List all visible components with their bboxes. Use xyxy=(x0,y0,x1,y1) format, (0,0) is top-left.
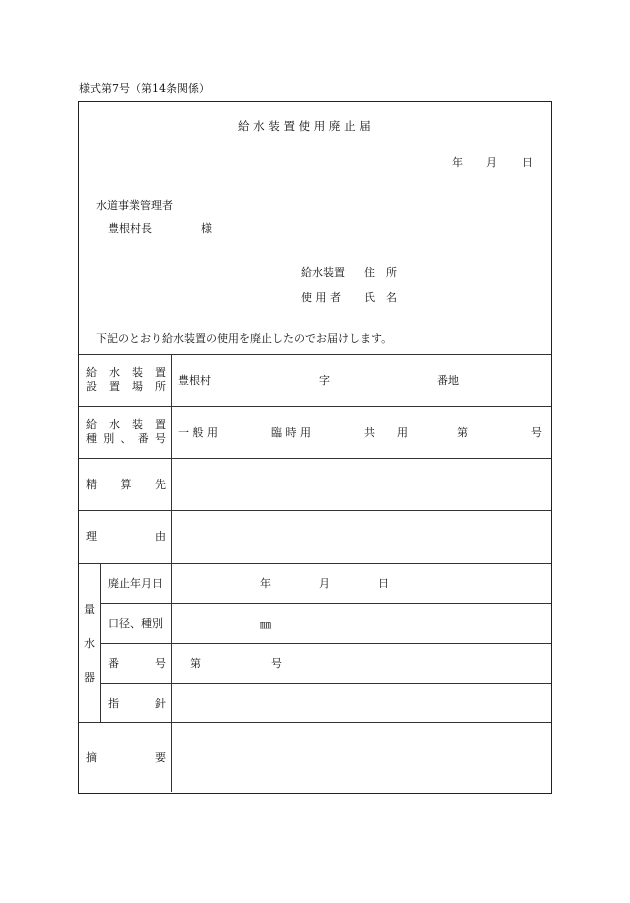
type-dai: 第 xyxy=(457,426,468,439)
settlement-label: 精 算 先 xyxy=(86,478,166,491)
date-day: 日 xyxy=(522,156,533,169)
meter-diameter-label: 口径、種別 xyxy=(108,617,163,630)
type-go: 号 xyxy=(531,426,542,439)
hline-meter-1 xyxy=(100,603,551,604)
meter-number-dai: 第 xyxy=(190,657,201,670)
hline-header-bottom xyxy=(79,354,551,355)
statement: 下記のとおり給水装置の使用を廃止したのでお届けします。 xyxy=(96,332,393,345)
addressee-title: 水道事業管理者 xyxy=(96,199,173,212)
reason-label: 理 由 xyxy=(86,530,166,543)
meter-group-label-2: 水 xyxy=(84,637,95,650)
applicant-label-1: 給水装置 xyxy=(301,266,345,279)
meter-abolish-date-label: 廃止年月日 xyxy=(108,577,163,590)
hline-location-bottom xyxy=(79,406,551,407)
meter-number-go: 号 xyxy=(271,657,282,670)
meter-number-label: 番 号 xyxy=(108,657,166,670)
meter-reading-label: 指 針 xyxy=(108,697,166,710)
type-label-line1: 給 水 装 置 xyxy=(86,418,166,431)
remarks-label: 摘 要 xyxy=(86,751,166,764)
type-shared: 共 用 xyxy=(364,426,408,439)
type-temporary: 臨 時 用 xyxy=(271,426,311,439)
meter-abolish-day: 日 xyxy=(378,577,389,590)
addressee-name: 豊根村長 xyxy=(108,222,152,235)
addressee-honorific: 様 xyxy=(201,222,212,235)
hline-meter-bottom xyxy=(79,722,551,723)
meter-group-label-1: 量 xyxy=(84,603,95,616)
hline-meter-2 xyxy=(100,643,551,644)
hline-type-bottom xyxy=(79,458,551,459)
hline-reason-bottom xyxy=(79,563,551,564)
location-aza: 字 xyxy=(319,374,330,387)
location-banchi: 番地 xyxy=(437,374,459,387)
location-label-line2: 設 置 場 所 xyxy=(86,380,166,393)
applicant-label-2: 使 用 者 xyxy=(301,291,341,304)
vline-meter-group xyxy=(100,563,101,722)
type-general: 一 般 用 xyxy=(178,426,218,439)
form-title: 給 水 装 置 使 用 廃 止 届 xyxy=(238,119,371,133)
meter-diameter-unit: ㎜ xyxy=(260,618,271,631)
meter-abolish-year: 年 xyxy=(260,577,271,590)
date-month: 月 xyxy=(486,156,497,169)
meter-abolish-month: 月 xyxy=(319,577,330,590)
applicant-field-name: 氏 名 xyxy=(364,291,397,304)
hline-meter-3 xyxy=(100,683,551,684)
vline-label-column xyxy=(171,354,172,792)
applicant-field-address: 住 所 xyxy=(364,266,397,279)
meter-group-label-3: 器 xyxy=(84,671,95,684)
type-label-line2: 種 別 、 番 号 xyxy=(86,432,166,445)
location-label-line1: 給 水 装 置 xyxy=(86,366,166,379)
location-village: 豊根村 xyxy=(178,374,211,387)
form-number: 様式第7号（第14条関係） xyxy=(79,82,210,95)
date-year: 年 xyxy=(452,156,463,169)
hline-settlement-bottom xyxy=(79,510,551,511)
